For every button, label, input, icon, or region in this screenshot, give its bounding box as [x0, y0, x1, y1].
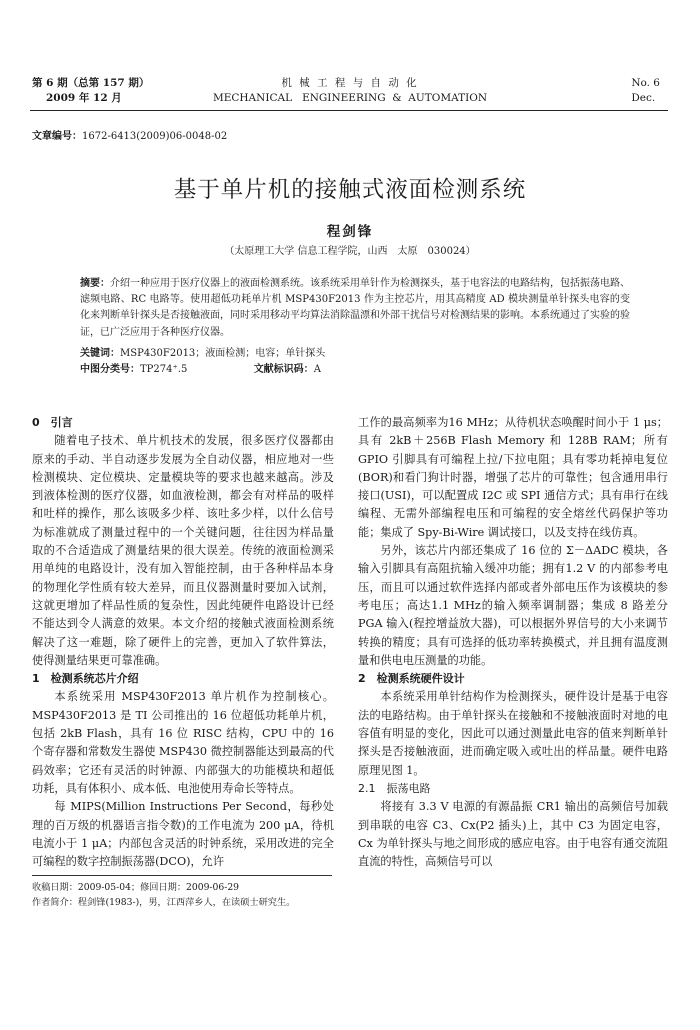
- article-number: [32, 127, 227, 142]
- paragraph: 本系统采用单针结构作为检测探头，硬件设计是基于电容法的电路结构。由于单针探头在接触和不接触液面时对地的电容值有明显的变化，因此可以通过测量此电容的值来判断单针探头是否接触液面，进而确定吸入或吐出的样品量。硬件电路原理见图 1。: [358, 690, 668, 777]
- clc-value: TP274⁺.5: [140, 364, 188, 375]
- issue-info: [32, 76, 149, 106]
- header-divider: [30, 110, 668, 111]
- section-heading: 2 检测系统硬件设计: [358, 672, 465, 686]
- paragraph: 将接有 3.3 V 电源的有源晶振 CR1 输出的高频信号加载到串联的电容 C3、Cx(P2 插头)上，其中 C3 为固定电容，Cx 为单针探头与地之间形成的感应电容。由于电容有通交流阻直流的特性，高频信号可以: [358, 800, 668, 869]
- paper-title: 基于单片机的接触式液面检测系统: [173, 177, 527, 203]
- paper-meta: [80, 346, 325, 378]
- keywords-label: 关键词：: [80, 348, 120, 359]
- abstract-label: 摘要：: [80, 278, 110, 289]
- paragraph: 另外，该芯片内部还集成了 16 位的 Σ－ΔADC 模块，各输入引脚具有高阻抗输入缓冲功能；拥有1.2 V 的内部参考电压，而且可以通过软件选择内部或者外部电压作为该模块的参考电压；高达1.1 MHz的输入频率调制器；集成 8 路差分 PGA 输入(程控增益放大器)，可以根据外界信号的大小来调节转换的精度；具有可选择的低功率转换模式，并且拥有温度测量和供电电压测量的功能。: [358, 544, 668, 667]
- section-heading: 1 检测系统芯片介绍: [32, 672, 139, 686]
- received-dates: 收稿日期：2009-05-04；修回日期：2009-06-29: [32, 882, 240, 893]
- issue-month-en: Dec.: [631, 92, 656, 104]
- section-heading: 0 引言: [32, 416, 73, 429]
- issue-date: 2009 年 12 月: [46, 92, 122, 104]
- doc-code-label: 文献标识码：: [253, 364, 314, 375]
- footnote: [32, 880, 295, 910]
- keywords: [80, 346, 325, 362]
- doc-code-value: A: [313, 364, 321, 375]
- keywords-text: MSP430F2013；液面检测；电容；单针探头: [120, 348, 326, 359]
- journal-name-en: MECHANICAL ENGINEERING & AUTOMATION: [212, 92, 488, 104]
- article-number-label: 文章编号：: [32, 131, 82, 142]
- issue-no-en: No. 6: [631, 77, 660, 89]
- article-number-value: 1672-6413(2009)06-0048-02: [82, 131, 228, 142]
- paragraph: 每 MIPS(Million Instructions Per Second，每秒处理的百万级的机器语言指令数)的工作电流为 200 μA，待机电流小于 1 μA；内部包含灵活的时钟系统，采用改进的完全可编程的数字控制振荡器(DCO)，允许: [32, 800, 334, 869]
- issue-number: 第 6 期（总第 157 期）: [32, 77, 150, 89]
- paragraph: 随着电子技术、单片机技术的发展，很多医疗仪器都由原来的手动、半自动逐步发展为全自动仪器，相应地对一些检测模块、定位模块、定量模块等的要求也越来越高。涉及到液体检测的医疗仪器，如血液检测，都会有对样品的吸样和吐样的操作，那么该吸多少样、该吐多少样，以什么信号为标准就成了测量过程中的一个关键问题，往往因为样品量取的不合适造成了测量结果的很大误差。传统的液面检测采用单纯的电路设计，没有加入智能控制，由于各种样品本身的物理化学性质有较大差异，而且仪器测量时要加入试剂，这就更增加了样品性质的复杂性，因此纯硬件电路设计已经不能达到令人满意的效果。本文介绍的接触式液面检测系统解决了这一难题，除了硬件上的完善，更加入了软件算法，使得测量结果更可靠准确。: [32, 434, 334, 667]
- body-right-column: [358, 414, 668, 871]
- author-affiliation: （太原理工大学 信息工程学院，山西 太原 030024）: [224, 246, 476, 257]
- paragraph: 工作的最高频率为16 MHz；从待机状态唤醒时间小于 1 μs；具有 2kB＋256B Flash Memory 和 128B RAM；所有 GPIO 引脚具有可编程上拉/下拉电阻；具有零功耗掉电复位(BOR)和看门狗计时器，增强了芯片的可靠性；包含通用串行接口(USI)，可以配置成 I2C 或 SPI 通信方式；具有串行在线编程、无需外部编程电压和可编程的安全熔丝代码保护等功能；集成了 Spy-Bi-Wire 调试接口，以及支持在线仿真。: [358, 416, 668, 539]
- abstract-text: 介绍一种应用于医疗仪器上的液面检测系统。该系统采用单针作为检测探头，基于电容法的电路结构，包括振荡电路、滤频电路、RC 电路等。使用超低功耗单片机 MSP430F2013 作为主控芯片，用其高精度 AD 模块测量单针探头电容的变化来判断单针探头是否接触液面，同时采用移动平均算法消除温漂和外部干扰信号对检测结果的影响。本系统通过了实验的验证，已广泛应用于各种医疗仪器。: [80, 278, 630, 338]
- abstract: [80, 276, 630, 341]
- clc-label: 中图分类号：: [80, 364, 140, 375]
- subsection-heading: 2.1 振荡电路: [358, 781, 431, 795]
- issue-info-en: [631, 76, 660, 106]
- paragraph: 本系统采用 MSP430F2013 单片机作为控制核心。MSP430F2013 是 TI 公司推出的 16 位超低功耗单片机，包括 2kB Flash，具有 16 位 RISC 结构，CPU 中的 16 个寄存器和常数发生器使 MSP430 微控制器能达到最高的代码效率；它还有灵活的时钟源、内部强大的功能模块和超低功耗，具有体积小、成本低、电池使用寿命长等特点。: [32, 690, 334, 795]
- author-bio: 作者简介：程剑锋(1983-)，男，江西萍乡人，在读硕士研究生。: [32, 897, 296, 908]
- footnote-divider: [32, 875, 332, 876]
- journal-name-cn: 机 械 工 程 与 自 动 化: [281, 77, 419, 89]
- author-name: 程剑锋: [326, 224, 374, 240]
- classification: [80, 362, 325, 378]
- body-left-column: [32, 414, 334, 871]
- journal-name: [180, 76, 520, 106]
